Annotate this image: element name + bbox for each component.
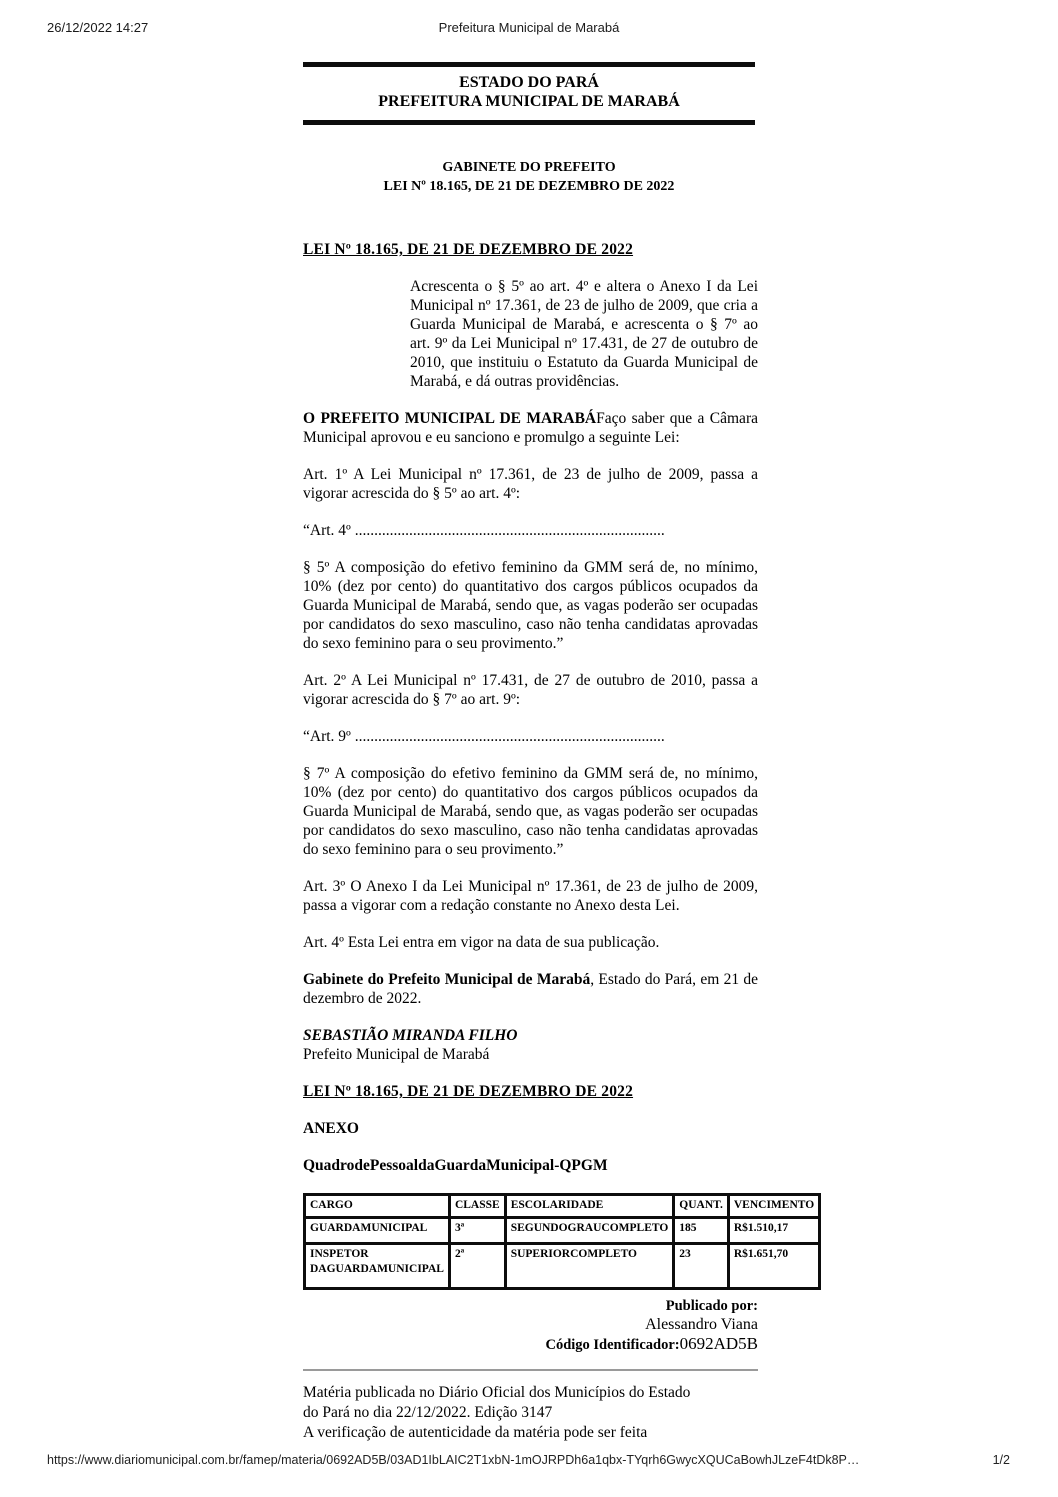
header-cargo: CARGO [305,1195,450,1218]
print-datetime: 26/12/2022 14:27 [47,20,149,35]
letterhead-city: PREFEITURA MUNICIPAL DE MARABÁ [378,93,680,110]
letterhead [303,62,755,125]
quote-art9: “Art. 9º ................................................................................ [303,728,665,745]
article-3: Art. 3º O Anexo I da Lei Municipal nº 17.361, de 23 de julho de 2009, passa a vigorar com a redação constante no Anexo desta Lei. [303,878,758,914]
law-title-2: LEI Nº 18.165, DE 21 DE DEZEMBRO DE 2022 [303,1083,634,1100]
ementa-paragraph: Acrescenta o § 5º ao art. 4º e altera o Anexo I da Lei Municipal nº 17.361, de 23 de julho de 2009, que cria a Guarda Municipal de Marabá, e acrescenta o § 7º ao art. 9º da Lei Municipal nº 17.431, de 27 de outubro de 2010, que instituiu o Estatuto da Guarda Municipal de Marabá, e dá outras providências. [410,278,758,390]
table-header-row [305,1195,820,1218]
header-escolaridade: ESCOLARIDADE [505,1195,674,1218]
letterhead-state: ESTADO DO PARÁ [459,74,599,91]
cell-cargo: GUARDAMUNICIPAL [305,1218,450,1244]
table-row [305,1218,820,1244]
footer-note-line: Matéria publicada no Diário Oficial dos Municípios do Estado [303,1384,691,1401]
preamble-paragraph [303,409,758,447]
divider-line [303,1369,758,1371]
print-header [0,20,1058,38]
cell-escolaridade: SEGUNDOGRAUCOMPLETO [505,1218,674,1244]
cell-quant: 23 [674,1244,729,1289]
table-row [305,1244,820,1289]
header-classe: CLASSE [449,1195,505,1218]
cell-vencimento: R$1.651,70 [728,1244,819,1289]
footer-note-line: do Pará no dia 22/12/2022. Edição 3147 [303,1404,553,1421]
cell-vencimento: R$1.510,17 [728,1218,819,1244]
quote-art4: “Art. 4º ................................................................................ [303,522,665,539]
signature-role: Prefeito Municipal de Marabá [303,1046,490,1063]
cell-escolaridade: SUPERIORCOMPLETO [505,1244,674,1289]
gabinete-heading [303,158,755,196]
preamble-bold: O PREFEITO MUNICIPAL DE MARABÁ [303,410,597,427]
page-url: https://www.diariomunicipal.com.br/famep/materia/0692AD5B/03AD1IbLAIC2T1xbN-1mOJRPDh6a1qbx-TYqrh6GwycXQUCaBowhJLzeF4tDk8P… [47,1453,860,1467]
code-identifier [303,1334,758,1355]
paragraph-7: § 7º A composição do efetivo feminino da GMM será de, no mínimo, 10% (dez por cento) do quantitativo dos cargos públicos ocupados da Guarda Municipal de Marabá, sendo que, as vagas poderão ser ocupadas por candidatos do sexo masculino, caso não tenha candidatas aprovadas do sexo feminino para o seu provimento.” [303,765,758,858]
cell-quant: 185 [674,1218,729,1244]
page-number: 1/2 [992,1453,1010,1467]
published-by-name: Alessandro Viana [645,1316,758,1333]
quadro-heading: QuadrodePessoaldaGuardaMunicipal-QPGM [303,1157,608,1174]
closing-rest: , Estado do Pará, em 21 de dezembro de 2022. [303,971,758,1007]
preamble-rest: Faço saber que a Câmara Municipal aprovou e eu sanciono e promulgo a seguinte Lei: [303,410,758,446]
signature-block [303,1026,758,1064]
document-body [303,240,815,1443]
published-block [303,1297,758,1355]
paragraph-5: § 5º A composição do efetivo feminino da GMM será de, no mínimo, 10% (dez por cento) do quantitativo dos cargos públicos ocupados da Guarda Municipal de Marabá, sendo que, as vagas poderão ser ocupadas por candidatos do sexo masculino, caso não tenha candidatas aprovadas do sexo feminino para o seu provimento.” [303,559,758,652]
gabinete-line1: GABINETE DO PREFEITO [442,160,616,175]
article-4: Art. 4º Esta Lei entra em vigor na data de sua publicação. [303,934,660,951]
print-title: Prefeitura Municipal de Marabá [438,20,620,35]
cell-classe: 2ª [449,1244,505,1289]
header-quant: QUANT. [674,1195,729,1218]
article-1: Art. 1º A Lei Municipal nº 17.361, de 23 de julho de 2009, passa a vigorar acrescida do § 5º ao art. 4º: [303,466,758,502]
cell-cargo: INSPETOR DAGUARDAMUNICIPAL [305,1244,450,1289]
code-identifier-value: 0692AD5B [679,1334,758,1353]
published-by-label: Publicado por: [665,1298,758,1314]
closing-bold: Gabinete do Prefeito Municipal de Marabá [303,971,591,988]
signature-name: SEBASTIÃO MIRANDA FILHO [303,1027,518,1044]
code-identifier-label: Código Identificador: [545,1337,680,1353]
personnel-table [303,1193,821,1290]
cell-classe: 3ª [449,1218,505,1244]
footer-note-line: A verificação de autenticidade da matéria pode ser feita [303,1424,648,1441]
footer-note [303,1383,758,1443]
article-2: Art. 2º A Lei Municipal nº 17.431, de 27 de outubro de 2010, passa a vigorar acrescida do § 7º ao art. 9º: [303,672,758,708]
closing-paragraph [303,970,758,1008]
gabinete-line2: LEI Nº 18.165, DE 21 DE DEZEMBRO DE 2022 [383,179,675,194]
law-title: LEI Nº 18.165, DE 21 DE DEZEMBRO DE 2022 [303,241,634,258]
header-vencimento: VENCIMENTO [728,1195,819,1218]
anexo-heading: ANEXO [303,1120,359,1137]
